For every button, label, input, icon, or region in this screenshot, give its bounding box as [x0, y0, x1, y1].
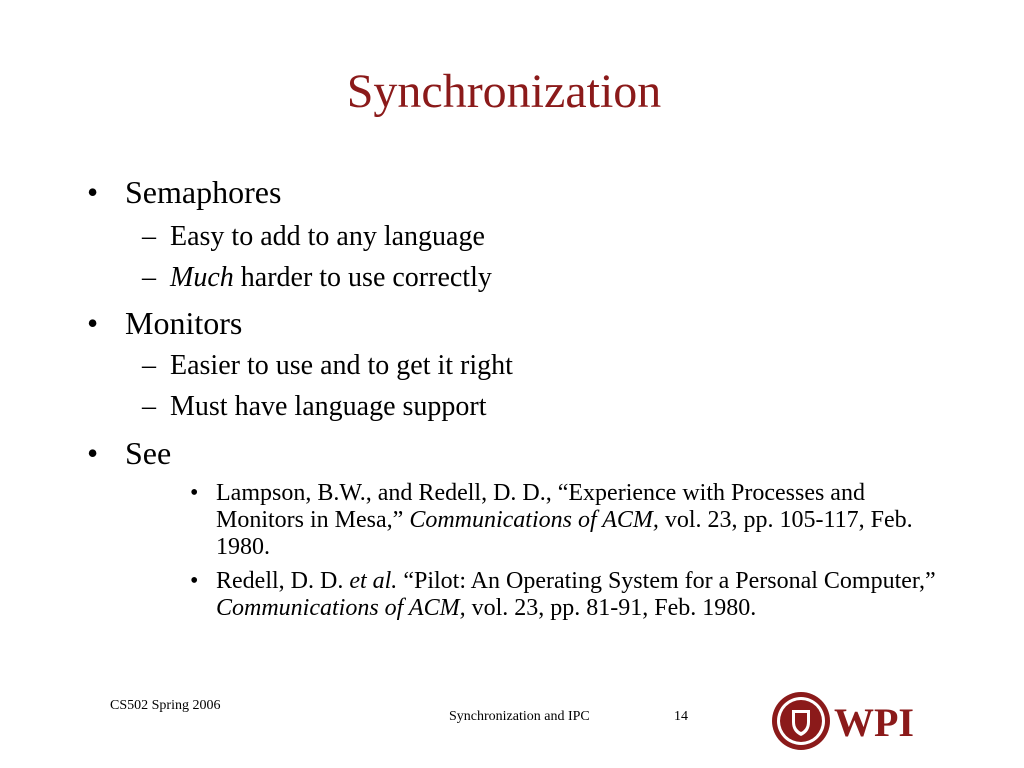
- bullet-text: Semaphores: [125, 174, 282, 210]
- reference-redell: [190, 568, 950, 622]
- dash-marker: –: [142, 391, 156, 422]
- dash-marker: –: [142, 350, 156, 381]
- emphasis: Much: [170, 262, 234, 293]
- sub-bullet: [142, 261, 492, 295]
- bullet-marker: •: [87, 305, 99, 341]
- ref-mid: “Pilot: An Operating System for a Personal Computer,”: [397, 568, 936, 594]
- ref-journal: Communications of ACM,: [409, 507, 659, 533]
- wpi-logo: [770, 690, 920, 752]
- ref-etal: et al.: [349, 568, 398, 594]
- page-number: 14: [674, 709, 688, 724]
- sub-bullet: [142, 220, 485, 254]
- bullet-semaphores: [87, 172, 281, 212]
- bullet-marker: •: [87, 174, 99, 210]
- dash-marker: –: [142, 221, 156, 252]
- logo-text: WPI: [834, 700, 914, 745]
- ref-journal: Communications of ACM,: [216, 595, 466, 621]
- sub-bullet-text: Must have language support: [170, 391, 487, 422]
- dash-marker: –: [142, 262, 156, 293]
- reference-text: [216, 480, 944, 561]
- ref-post: vol. 23, pp. 105-117, Feb. 1980.: [216, 507, 913, 560]
- footer-topic: Synchronization and IPC: [449, 709, 590, 724]
- bullet-marker: •: [190, 480, 199, 506]
- sub-bullet-rest: harder to use correctly: [233, 262, 492, 293]
- sub-bullet-text: [170, 261, 492, 295]
- footer-course: CS502 Spring 2006: [110, 698, 221, 713]
- bullet-text: Monitors: [125, 305, 243, 341]
- slide-title: Synchronization: [346, 65, 662, 118]
- bullet-text: See: [125, 435, 172, 471]
- ref-pre: Lampson, B.W., and Redell, D. D., “Experience with Processes and Monitors in Mesa,”: [216, 480, 865, 533]
- bullet-marker: •: [87, 435, 99, 471]
- sub-bullet-text: Easier to use and to get it right: [170, 350, 513, 381]
- reference-text: [216, 568, 944, 622]
- bullet-see: [87, 433, 171, 473]
- ref-post: vol. 23, pp. 81-91, Feb. 1980.: [465, 595, 757, 621]
- ref-pre: Redell, D. D.: [216, 568, 350, 594]
- sub-bullet: [142, 390, 487, 424]
- reference-lampson: [190, 480, 950, 561]
- bullet-marker: •: [190, 568, 199, 594]
- sub-bullet-text: Easy to add to any language: [170, 221, 485, 252]
- sub-bullet: [142, 349, 513, 383]
- bullet-monitors: [87, 303, 242, 343]
